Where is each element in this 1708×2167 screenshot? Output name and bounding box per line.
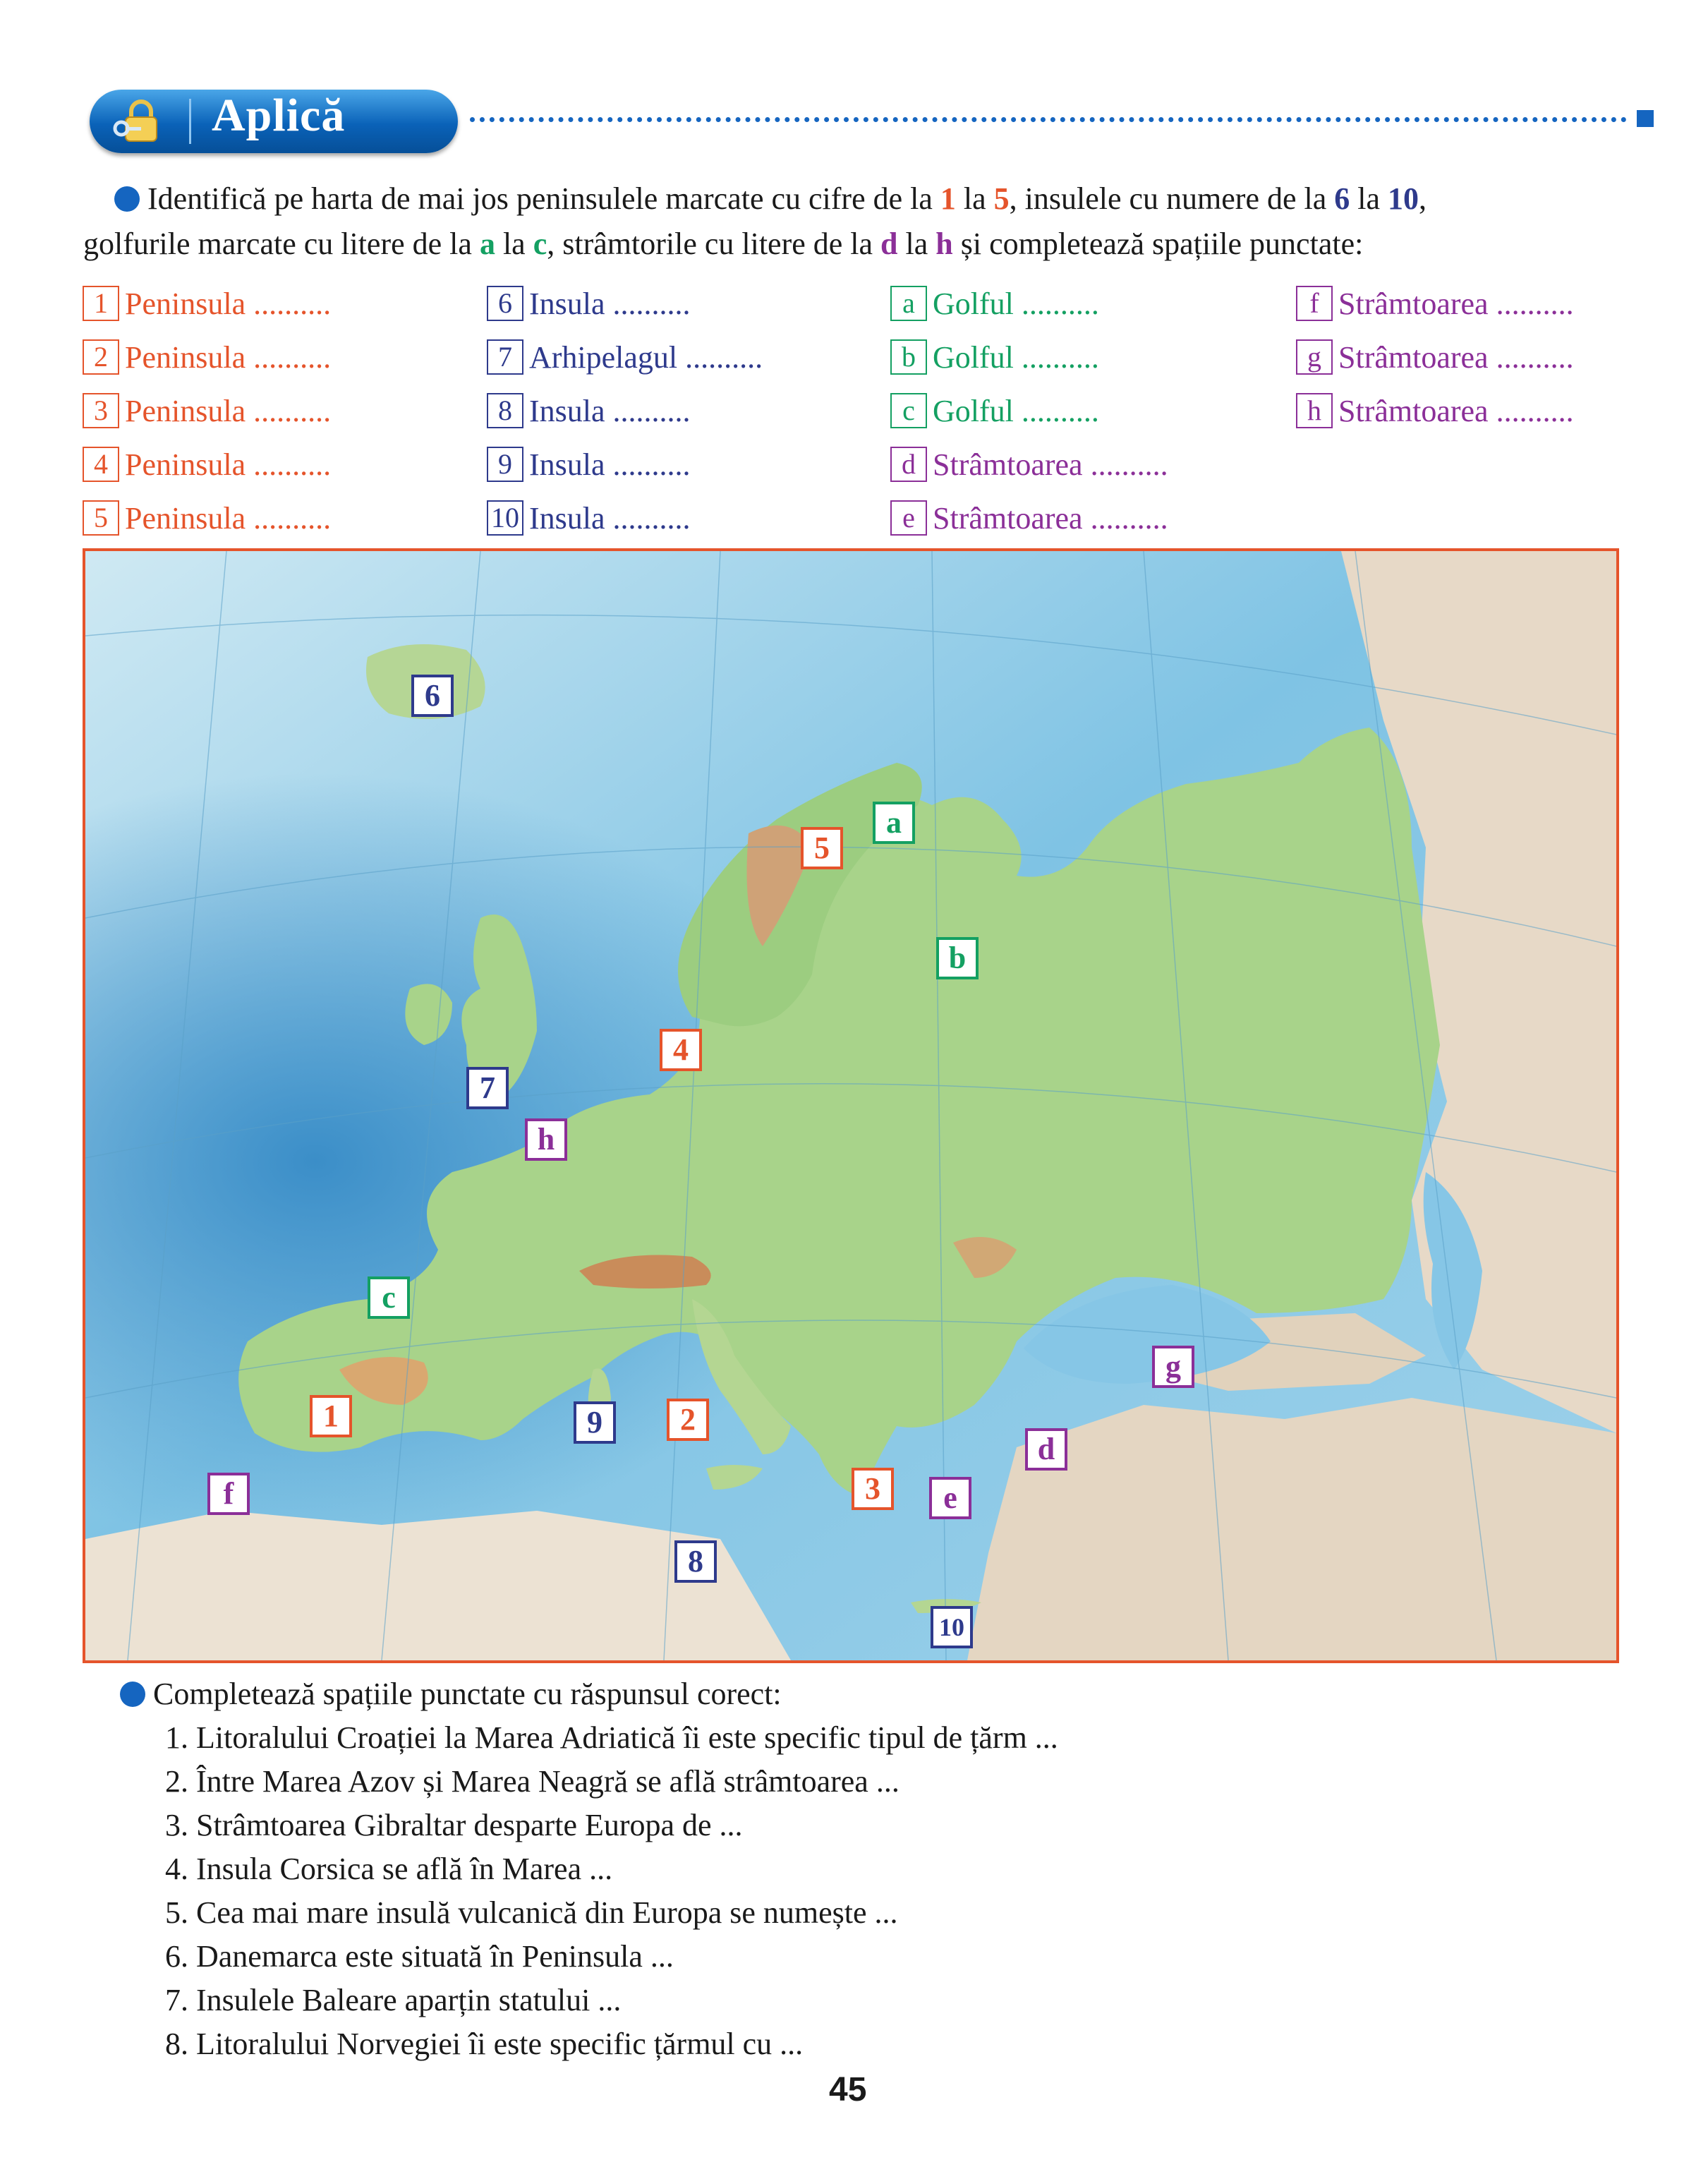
map-label-2: 2 [667, 1399, 709, 1441]
map-label-7: 7 [466, 1067, 509, 1109]
map-label-b: b [936, 937, 979, 979]
map-label-1: 1 [310, 1395, 352, 1437]
map-graphic [85, 551, 1616, 1660]
answer-item-b[interactable]: b Golful .......... [890, 330, 1168, 384]
question-5: 5. Cea mai mare insulă vulcanică din Europa se numește ... [165, 1895, 898, 1930]
map-label-d: d [1025, 1428, 1067, 1471]
map-label-4: 4 [660, 1029, 702, 1071]
map-label-g: g [1152, 1346, 1194, 1388]
answer-item-g[interactable]: g Strâmtoarea .......... [1296, 330, 1574, 384]
answer-item-9[interactable]: 9 Insula .......... [487, 437, 763, 491]
page-number: 45 [829, 2071, 867, 2108]
answer-item-1[interactable]: 1 Peninsula .......... [83, 277, 331, 330]
map-label-c: c [368, 1276, 410, 1319]
bullet-icon [120, 1682, 145, 1707]
map-label-h: h [525, 1118, 567, 1161]
answer-item-4[interactable]: 4 Peninsula .......... [83, 437, 331, 491]
answer-item-h[interactable]: h Strâmtoarea .......... [1296, 384, 1574, 437]
map-label-6: 6 [411, 675, 454, 717]
question-6: 6. Danemarca este situată în Peninsula ... [165, 1939, 674, 1974]
answer-item-2[interactable]: 2 Peninsula .......... [83, 330, 331, 384]
peninsula-column [83, 277, 331, 545]
answer-item-a[interactable]: a Golful .......... [890, 277, 1168, 330]
fill-in-section [120, 1672, 1058, 2066]
instruction-line-1: Identifică pe harta de mai jos peninsulele marcate cu cifre de la 1 la 5, insulele cu numere de la 6 la 10, [83, 176, 1635, 222]
bullet-icon [114, 186, 140, 212]
map-label-3: 3 [852, 1468, 894, 1510]
answer-item-5[interactable]: 5 Peninsula .......... [83, 491, 331, 545]
strait-column [1296, 277, 1574, 437]
answer-item-10[interactable]: 10 Insula .......... [487, 491, 763, 545]
question-1: 1. Litoralului Croației la Marea Adriatică îi este specific tipul de țărm ... [165, 1720, 1058, 1755]
gulf-strait-column [890, 277, 1168, 545]
island-column [487, 277, 763, 545]
header-dotted-rule [470, 117, 1627, 122]
map-label-10: 10 [931, 1606, 973, 1648]
answer-item-6[interactable]: 6 Insula .......... [487, 277, 763, 330]
answer-item-3[interactable]: 3 Peninsula .......... [83, 384, 331, 437]
question-4: 4. Insula Corsica se află în Marea ... [165, 1852, 613, 1886]
answer-item-e[interactable]: e Strâmtoarea .......... [890, 491, 1168, 545]
map-label-9: 9 [574, 1401, 616, 1444]
question-7: 7. Insulele Baleare aparțin statului ... [165, 1983, 622, 2017]
question-2: 2. Între Marea Azov și Marea Neagră se află strâmtoarea ... [165, 1764, 900, 1799]
map-label-a: a [873, 802, 915, 844]
map-label-e: e [929, 1477, 971, 1519]
answer-item-d[interactable]: d Strâmtoarea .......... [890, 437, 1168, 491]
map-label-8: 8 [674, 1540, 717, 1583]
answer-item-8[interactable]: 8 Insula .......... [487, 384, 763, 437]
map-label-f: f [207, 1473, 250, 1515]
instruction-line-2: golfurile marcate cu litere de la a la c, strâmtorile cu litere de la d la h și completează spațiile punctate: [83, 227, 1364, 261]
header-end-marker [1637, 110, 1654, 127]
question-8: 8. Litoralului Norvegiei îi este specific țărmul cu ... [165, 2027, 804, 2061]
europe-map [83, 548, 1619, 1663]
instruction-text [83, 176, 1635, 267]
map-label-5: 5 [801, 827, 843, 869]
answer-item-c[interactable]: c Golful .......... [890, 384, 1168, 437]
section-title: Aplică [212, 90, 346, 141]
header-divider [189, 99, 191, 144]
answer-item-f[interactable]: f Strâmtoarea .......... [1296, 277, 1574, 330]
fill-in-intro: Completează spațiile punctate cu răspunsul corect: [120, 1672, 1058, 1716]
answer-item-7[interactable]: 7 Arhipelagul .......... [487, 330, 763, 384]
question-3: 3. Strâmtoarea Gibraltar desparte Europa de ... [165, 1808, 743, 1842]
lock-and-key-icon [113, 97, 169, 147]
